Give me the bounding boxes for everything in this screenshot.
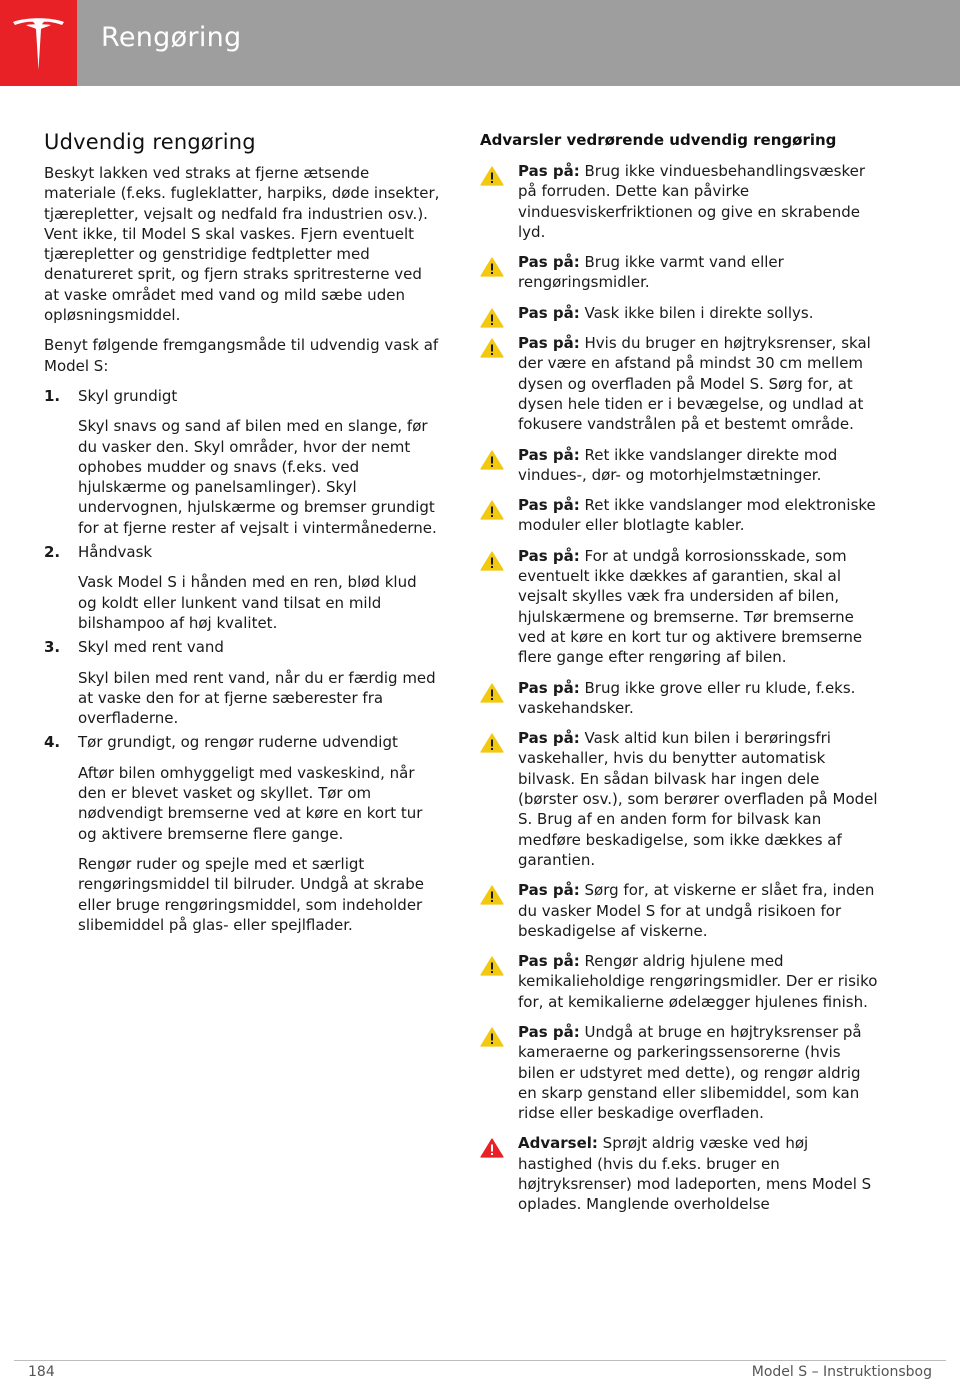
- warning-item: [480, 951, 880, 1012]
- warning-item: [480, 880, 880, 941]
- warning-text: Undgå at bruge en højtryksrenser på kameraerne og parkeringssensorerne (hvis bilen er udstyret med dette), og rengør aldrig en skarp genstand eller slibemiddel, som kan ridse eller beskadige overfladen.: [518, 1022, 862, 1123]
- step-item: [44, 637, 440, 728]
- warnings-heading: Advarsler vedrørende udvendig rengøring: [480, 131, 837, 149]
- warning-text: Ret ikke vandslanger mod elektroniske moduler eller blotlagte kabler.: [518, 496, 876, 535]
- warning-label: Pas på:: [518, 334, 580, 353]
- warning-text: Rengør aldrig hjulene med kemikalieholdige rengøringsmidler. Der er risiko for, at kemikalierne ødelægger hjulenes finish.: [518, 952, 878, 1011]
- warning-item: [480, 303, 880, 323]
- caution-icon: [480, 885, 504, 905]
- step-number: 3.: [44, 638, 61, 657]
- right-column: [480, 128, 880, 1225]
- step-number: 1.: [44, 386, 61, 405]
- warning-label: Pas på:: [518, 546, 580, 565]
- warning-item: [480, 1022, 880, 1123]
- step-title: Skyl grundigt: [78, 386, 178, 405]
- warning-label: Pas på:: [518, 678, 580, 697]
- warning-label: Pas på:: [518, 445, 580, 464]
- step-title: Tør grundigt, og rengør ruderne udvendigt: [78, 733, 398, 752]
- footer-doc-title: Model S – Instruktionsbog: [751, 1364, 932, 1380]
- warnings-list: [480, 161, 880, 1215]
- left-column: [44, 128, 440, 939]
- warning-text: Sørg for, at viskerne er slået fra, inden du vasker Model S for at undgå risikoen for beskadigelse af viskerne.: [518, 881, 875, 940]
- warning-text: Sprøjt aldrig væske ved høj hastighed (hvis du f.eks. bruger en højtryksrenser) mod ladeporten, mens Model S oplades. Manglende overholdelse: [518, 1134, 872, 1214]
- warning-item: [480, 546, 880, 668]
- caution-icon: [480, 257, 504, 277]
- warning-label: Pas på:: [518, 162, 580, 180]
- warning-icon: [480, 1138, 504, 1158]
- warning-label: Pas på:: [518, 881, 580, 900]
- warning-item: [480, 252, 880, 293]
- page-header: [0, 0, 960, 86]
- warning-item: [480, 161, 880, 242]
- procedure-intro: Benyt følgende fremgangsmåde til udvendig vask af Model S:: [44, 336, 439, 375]
- step-item: [44, 386, 440, 538]
- warning-text: Brug ikke varmt vand eller rengøringsmidler.: [518, 253, 784, 292]
- warning-text: For at undgå korrosionsskade, som eventuelt ikke dækkes af garantien, skal al vejsalt skylles væk fra undersiden af bilen, hjulskærmene og bremserne. Tør bremserne ved at køre en kort tur og aktivere bremserne flere gange efter rengøring af bilen.: [518, 546, 863, 667]
- caution-icon: [480, 338, 504, 358]
- warning-label: Pas på:: [518, 952, 580, 971]
- step-number: 4.: [44, 733, 61, 752]
- caution-icon: [480, 166, 504, 186]
- caution-icon: [480, 1027, 504, 1047]
- warning-text: Vask altid kun bilen i berøringsfri vaskehaller, hvis du benytter automatisk bilvask. En sådan bilvask har ingen dele (børster osv.), som berører overfladen på Model S. Brug af en anden form for bilvask kan medføre beskadigelse, som ikke dækkes af garantien.: [518, 729, 878, 869]
- warning-label: Pas på:: [518, 496, 580, 515]
- caution-icon: [480, 956, 504, 976]
- step-description-extra: Rengør ruder og spejle med et særligt rengøringsmiddel til bilruder. Undgå at skrabe eller bruge rengøringsmiddel, som indeholder slibemiddel på glas- eller spejlflader.: [78, 854, 424, 934]
- page-number: 184: [28, 1364, 55, 1380]
- caution-icon: [480, 551, 504, 571]
- warning-label: Pas på:: [518, 1022, 580, 1041]
- warning-label: Pas på:: [518, 303, 580, 322]
- warning-text: Ret ikke vandslanger direkte mod vindues-, dør- og motorhjelmstætninger.: [518, 445, 838, 484]
- warning-label: Pas på:: [518, 253, 580, 272]
- intro-paragraph: Beskyt lakken ved straks at fjerne ætsende materiale (f.eks. fugleklatter, harpiks, døde insekter, tjærepletter, vejsalt og nedfald fra industrien osv.). Vent ikke, til Model S skal vaskes. Fjern eventuelt tjærepletter og genstridige fedtpletter med denatureret sprit, og fjern straks spritresterne ved at vaske området med vand og mild sæbe uden opløsningsmiddel.: [44, 164, 440, 325]
- step-title: Skyl med rent vand: [78, 638, 224, 657]
- warning-text: Vask ikke bilen i direkte sollys.: [584, 303, 814, 322]
- warning-text: Brug ikke grove eller ru klude, f.eks. vaskehandsker.: [518, 678, 856, 717]
- caution-icon: [480, 500, 504, 520]
- warning-label: Pas på:: [518, 729, 580, 748]
- step-description: Aftør bilen omhyggeligt med vaskeskind, når den er blevet vasket og skyllet. Tør om nødvendigt bremserne ved at køre en kort tur og aktivere bremserne flere gange.: [78, 763, 423, 843]
- warning-text: Brug ikke vinduesbehandlingsvæsker på forruden. Dette kan påvirke vinduesviskerfriktionen og give en skrabende lyd.: [518, 162, 866, 241]
- step-item: [44, 732, 440, 935]
- warning-item: [480, 333, 880, 434]
- step-item: [44, 542, 440, 633]
- footer-divider: [14, 1360, 946, 1361]
- caution-icon: [480, 450, 504, 470]
- caution-icon: [480, 308, 504, 328]
- tesla-logo-box: [0, 0, 77, 86]
- step-title: Håndvask: [78, 543, 153, 562]
- step-description: Skyl bilen med rent vand, når du er færdig med at vaske den for at fjerne sæberester fra overfladerne.: [78, 668, 436, 728]
- step-description: Skyl snavs og sand af bilen med en slange, før du vasker den. Skyl områder, hvor der nemt ophobes mudder og snavs (f.eks. ved hjulskærme og panelsamlinger). Skyl undervognen, hjulskærme og bremser grundigt for at fjerne rester af vejsalt i vintermånederne.: [78, 417, 437, 537]
- warning-item: [480, 445, 880, 486]
- caution-icon: [480, 733, 504, 753]
- warning-item: [480, 495, 880, 536]
- warning-label: Advarsel:: [518, 1134, 598, 1153]
- warning-item: [480, 678, 880, 719]
- warning-text: Hvis du bruger en højtryksrenser, skal der være en afstand på mindst 30 cm mellem dysen og overfladen på Model S. Sørg for, at dysen hele tiden er i bevægelse, og undlad at fokusere vandstrålen på et bestemt område.: [518, 334, 871, 434]
- step-number: 2.: [44, 543, 61, 562]
- tesla-logo: [11, 16, 66, 72]
- page-section-title: Rengøring: [101, 22, 242, 53]
- section-heading: Udvendig rengøring: [44, 130, 256, 154]
- steps-list: [44, 386, 440, 935]
- warning-item: [480, 728, 880, 870]
- warning-item: [480, 1133, 880, 1214]
- caution-icon: [480, 683, 504, 703]
- step-description: Vask Model S i hånden med en ren, blød klud og koldt eller lunkent vand tilsat en mild bilshampoo af høj kvalitet.: [78, 573, 417, 632]
